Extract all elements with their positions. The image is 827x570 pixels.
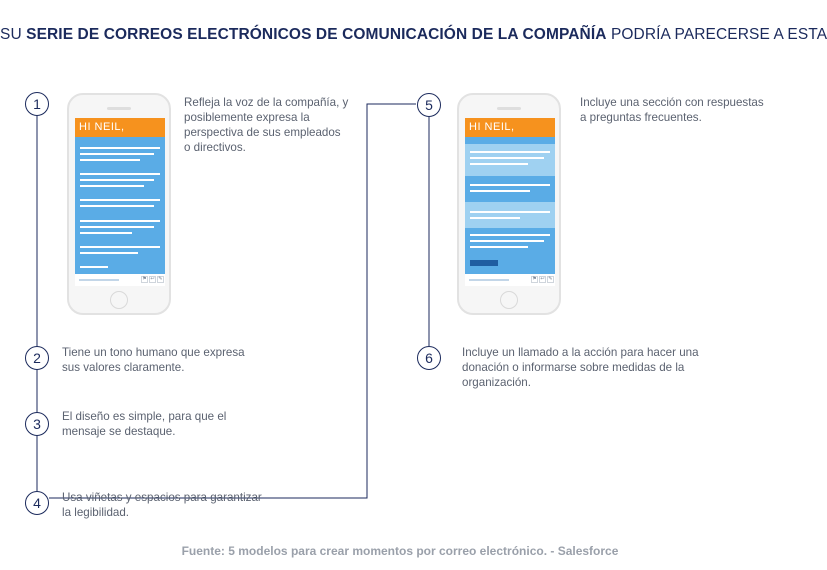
toolbar-line — [79, 279, 119, 281]
flag-icon: ⚑ — [532, 276, 537, 282]
text-line — [80, 205, 154, 207]
source-caption: Fuente: 5 modelos para crear momentos por correo electrónico. - Salesforce — [181, 544, 619, 558]
step-3-number: 3 — [25, 412, 49, 436]
step-5-number: 5 — [417, 93, 441, 117]
phone-mockup-2 — [457, 93, 561, 315]
step-2-text: Tiene un tono humano que expresa sus valores claramente. — [62, 346, 245, 374]
text-line — [80, 147, 160, 149]
step-4-number: 4 — [25, 491, 49, 515]
reply-icon: ↩ — [150, 276, 155, 282]
step-1-number: 1 — [25, 92, 49, 116]
text-line — [470, 234, 550, 236]
phone-home-button — [500, 291, 518, 309]
email-greeting-2: HI NEIL, — [465, 118, 555, 137]
text-line — [80, 266, 108, 268]
email-screen-1 — [75, 118, 165, 286]
text-line — [470, 190, 530, 192]
text-line — [80, 199, 160, 201]
text-line — [80, 226, 154, 228]
toolbar-line — [469, 279, 509, 281]
title-bold: SERIE DE CORREOS ELECTRÓNICOS DE COMUNICACIÓN DE LA COMPAÑÍA — [26, 26, 607, 43]
text-line — [80, 159, 140, 161]
title-prefix: SU — [0, 26, 27, 43]
step-5-text: Incluye una sección con respuestas a preguntas frecuentes. — [580, 96, 764, 124]
compose-icon: ✎ — [158, 276, 163, 282]
flag-icon: ⚑ — [142, 276, 147, 282]
phone-home-button — [110, 291, 128, 309]
text-line — [470, 184, 550, 186]
text-line — [80, 185, 144, 187]
reply-icon: ↩ — [540, 276, 545, 282]
text-line — [80, 232, 132, 234]
text-line — [80, 220, 160, 222]
email-toolbar — [465, 274, 555, 286]
email-toolbar — [75, 274, 165, 286]
compose-icon: ✎ — [548, 276, 553, 282]
email-screen-2 — [465, 118, 555, 286]
step-2-number: 2 — [25, 346, 49, 370]
text-line — [80, 246, 160, 248]
text-line — [470, 157, 544, 159]
step-3-text: El diseño es simple, para que el mensaje se destaque. — [62, 410, 227, 438]
text-line — [80, 153, 154, 155]
faq-section — [465, 202, 555, 228]
phone-speaker — [107, 107, 131, 110]
phone-speaker — [497, 107, 521, 110]
step-6-number: 6 — [417, 346, 441, 370]
phone-mockup-1 — [67, 93, 171, 315]
text-line — [470, 240, 544, 242]
text-line — [80, 252, 138, 254]
step-1-text: Refleja la voz de la compañía, y posiblemente expresa la perspectiva de sus empleados o directivos. — [184, 96, 349, 154]
title-suffix: PODRÍA PARECERSE A ESTA — [606, 26, 827, 43]
step-6-text: Incluye un llamado a la acción para hacer una donación o informarse sobre medidas de la organización. — [462, 346, 699, 389]
cta-button — [470, 260, 498, 266]
text-line — [80, 179, 154, 181]
text-line — [80, 173, 160, 175]
step-4-text: Usa viñetas y espacios para garantizar la legibilidad. — [62, 491, 262, 519]
text-line — [470, 217, 520, 219]
text-line — [470, 246, 528, 248]
text-line — [470, 151, 550, 153]
text-line — [470, 211, 550, 213]
faq-section — [465, 144, 555, 176]
text-line — [470, 163, 528, 165]
email-greeting-1: HI NEIL, — [75, 118, 165, 137]
